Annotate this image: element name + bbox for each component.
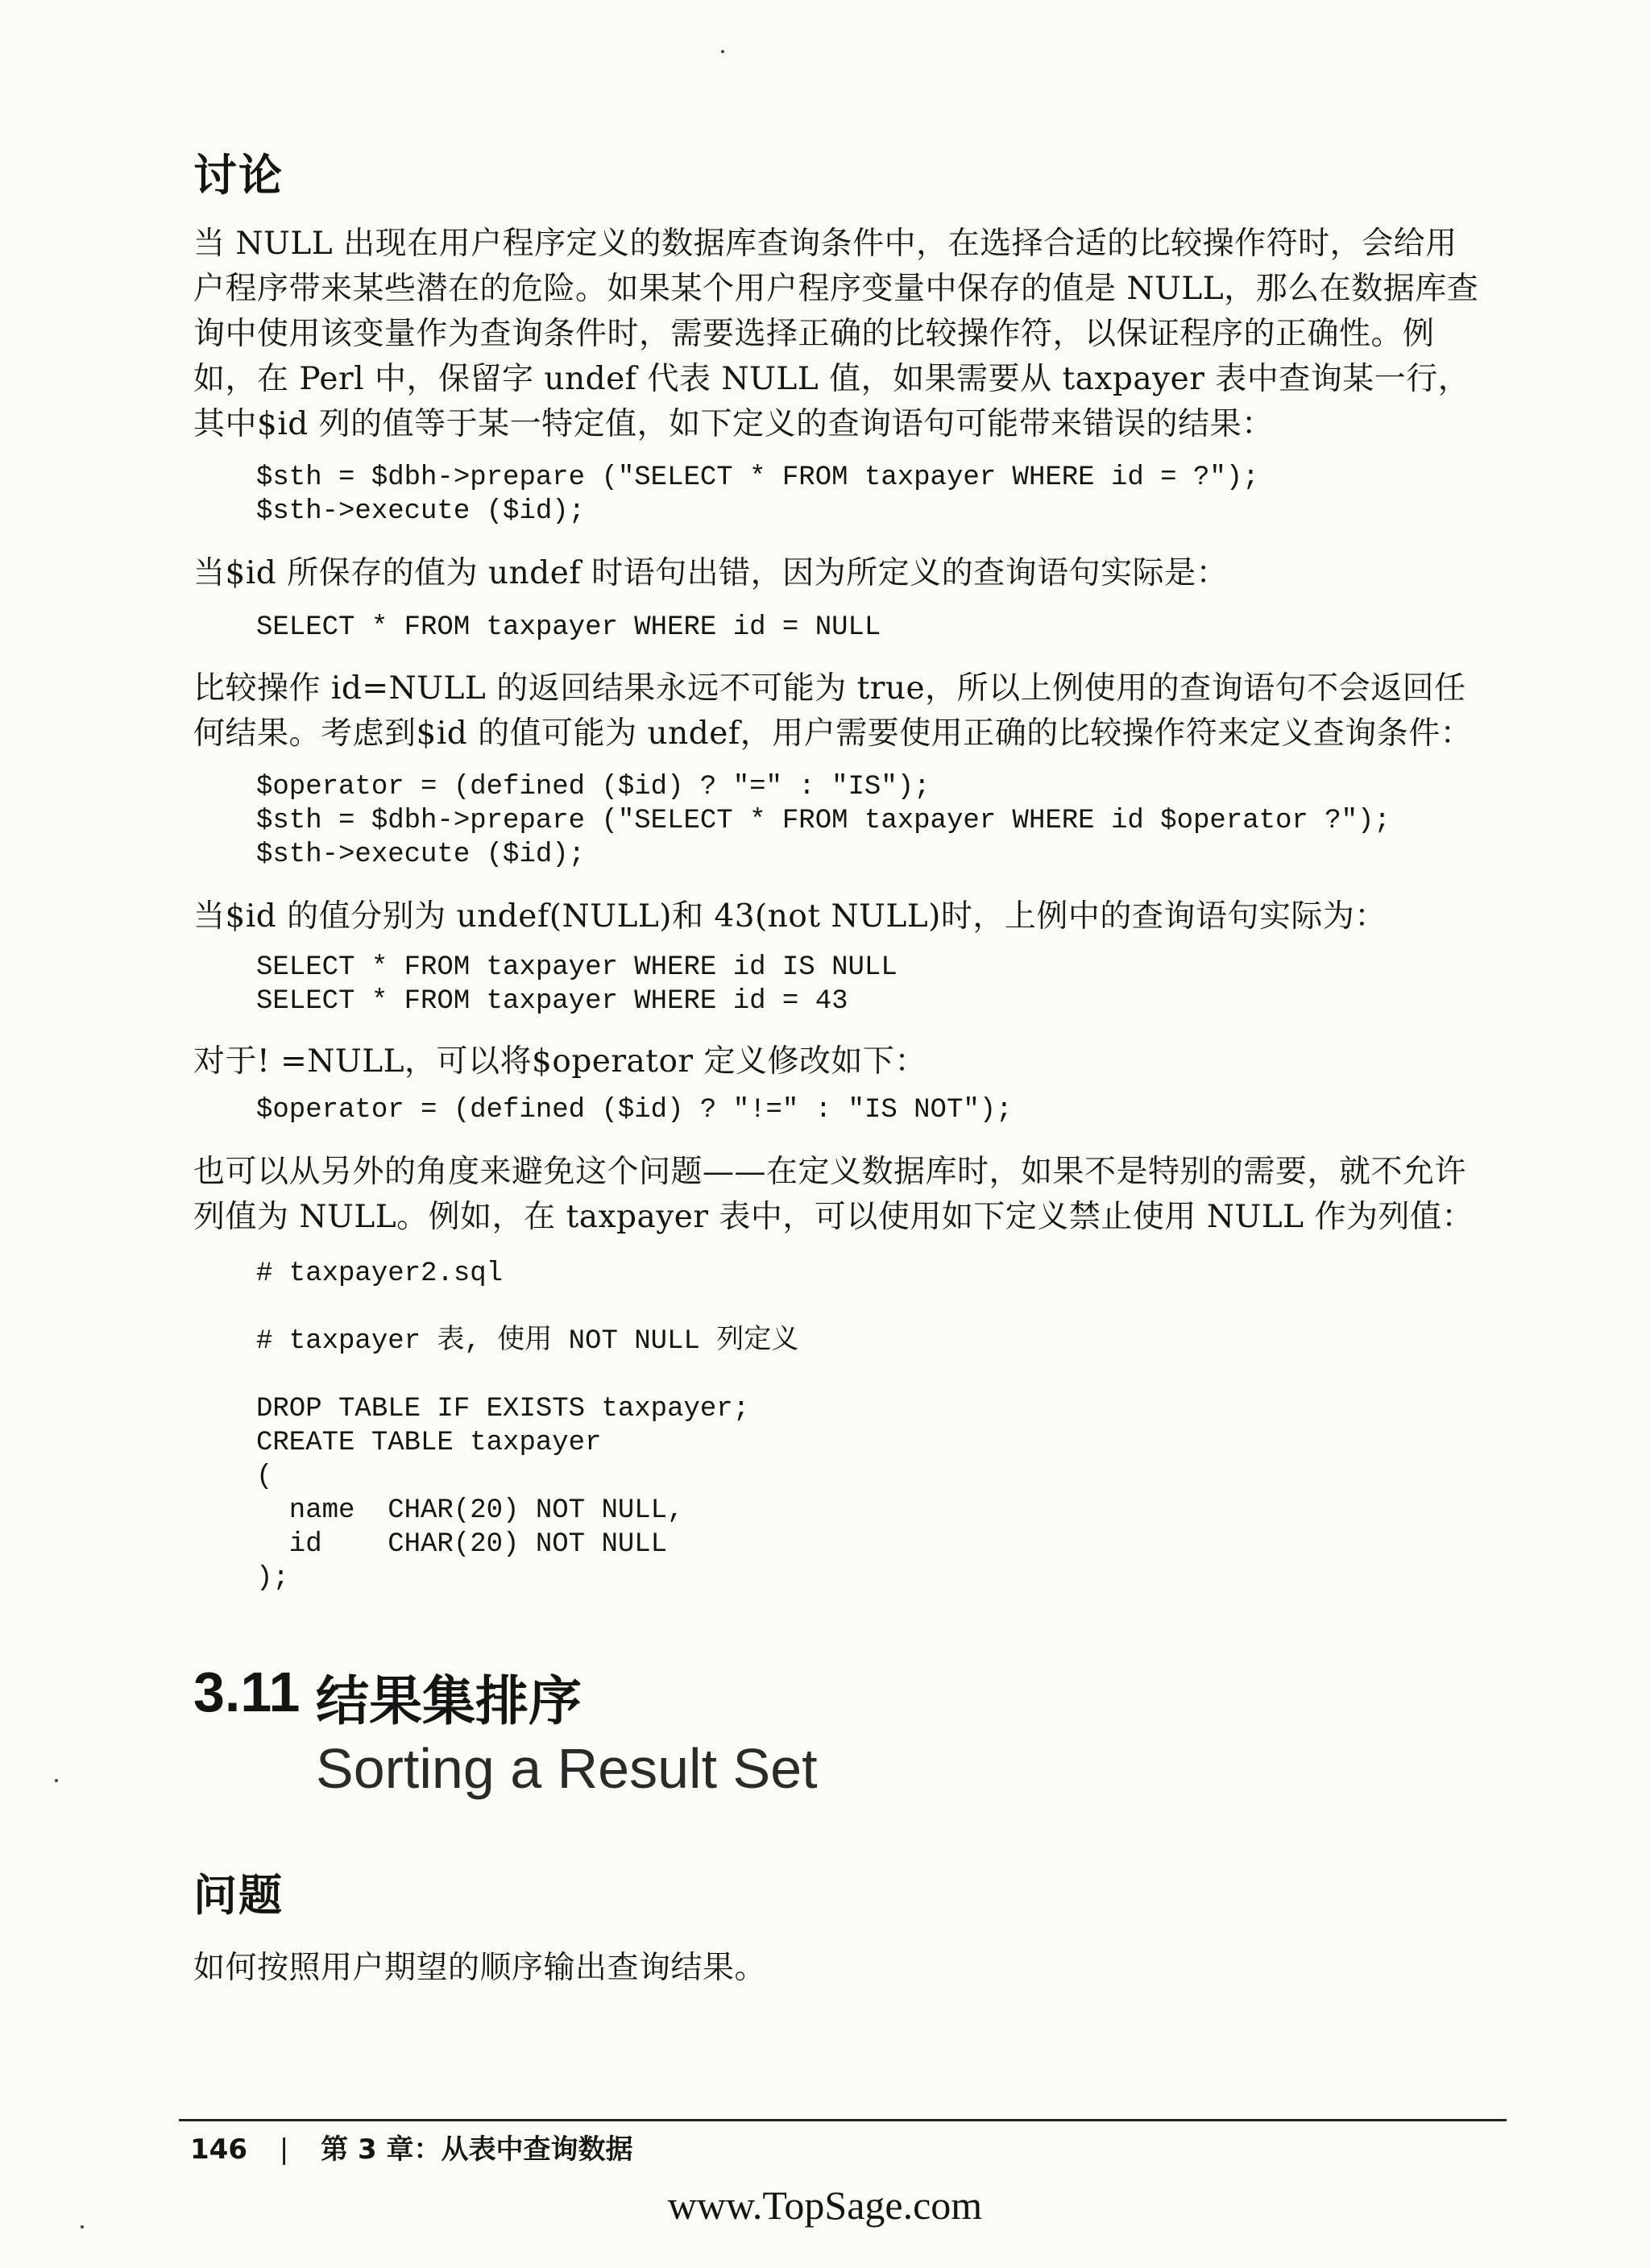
paragraph-actual-queries: 当$id 的值分别为 undef(NULL)和 43(not NULL)时，上例中的查询语句实际为： xyxy=(193,898,1387,935)
page-number: 146 xyxy=(190,2133,247,2166)
section-number: 3.11 xyxy=(193,1661,301,1723)
paragraph-comparison: 比较操作 id=NULL 的返回结果永远不可能为 true，所以上例使用的查询语句不会返回任何结果。考虑到$id 的值可能为 undef，用户需要使用正确的比较操作符来定义查询条件： xyxy=(193,670,1473,752)
scan-speck xyxy=(721,50,724,53)
paragraph-not-null-definition: 也可以从另外的角度来避免这个问题——在定义数据库时，如果不是特别的需要，就不允许列值为 NULL。例如，在 taxpayer 表中，可以使用如下定义禁止使用 NULL 作为列值： xyxy=(193,1154,1474,1235)
code-block-operator: $operator = (defined ($id) ? "=" : "IS"); $sth = $dbh->prepare ("SELECT * FROM taxpayer WHERE id $operator ?"); $sth->execute ($id); xyxy=(256,772,1391,870)
problem-heading: 问题 xyxy=(193,1870,284,1921)
section-title-en: Sorting a Result Set xyxy=(316,1737,818,1800)
footer-separator: | xyxy=(279,2133,289,2166)
section-title-cn: 结果集排序 xyxy=(316,1670,582,1732)
code-block-operator-not: $operator = (defined ($id) ? "!=" : "IS NOT"); xyxy=(256,1095,1013,1126)
code-block-select-is-null: SELECT * FROM taxpayer WHERE id IS NULL SELECT * FROM taxpayer WHERE id = 43 xyxy=(256,952,898,1017)
paragraph-not-equal: 对于! =NULL，可以将$operator 定义修改如下： xyxy=(193,1043,927,1080)
paragraph-undef-error: 当$id 所保存的值为 undef 时语句出错，因为所定义的查询语句实际是： xyxy=(193,555,1229,591)
discussion-heading: 讨论 xyxy=(193,150,284,201)
watermark-url: www.TopSage.com xyxy=(667,2183,983,2228)
code-block-select-null: SELECT * FROM taxpayer WHERE id = NULL xyxy=(256,612,881,643)
code-block-prepare: $sth = $dbh->prepare ("SELECT * FROM taxpayer WHERE id = ?"); $sth->execute ($id); xyxy=(256,462,1259,527)
code-block-create-table: # taxpayer2.sql # taxpayer 表, 使用 NOT NULL 列定义 DROP TABLE IF EXISTS taxpayer; CREATE TABLE taxpayer ( name CHAR(20) NOT NULL, id CHAR(20) NOT NULL ); xyxy=(256,1258,799,1594)
paragraph-null-danger: 当 NULL 出现在用户程序定义的数据库查询条件中，在选择合适的比较操作符时，会给用户程序带来某些潜在的危险。如果某个用户程序变量中保存的值是 NULL，那么在数据库查询中使用该变量作为查询条件时，需要选择正确的比较操作符，以保证程序的正确性。例如，在 Perl 中，保留字 undef 代表 NULL 值，如果需要从 taxpayer 表中查询某一行，其中$id 列的值等于某一特定值，如下定义的查询语句可能带来错误的结果： xyxy=(193,226,1479,442)
scan-speck xyxy=(55,1779,58,1782)
scan-speck xyxy=(81,2225,84,2229)
chapter-title: 第 3 章：从表中查询数据 xyxy=(321,2133,633,2166)
footer-rule xyxy=(179,2119,1507,2121)
page-footer xyxy=(190,2127,632,2166)
problem-text: 如何按照用户期望的顺序输出查询结果。 xyxy=(193,1950,767,1986)
